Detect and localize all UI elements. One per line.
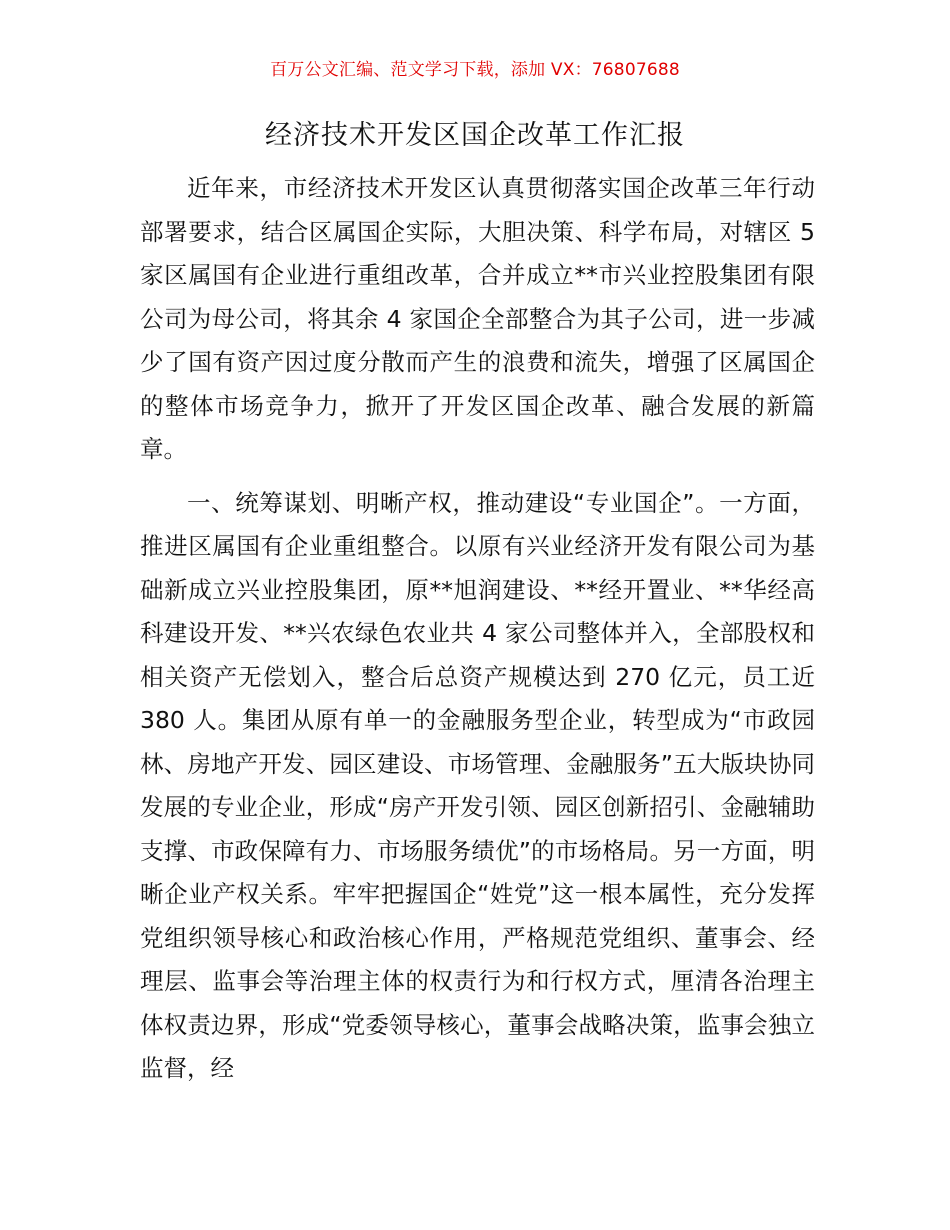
document-body — [140, 167, 815, 1091]
promo-banner: 百万公文汇编、范文学习下载，添加 VX：76807688 — [270, 60, 680, 80]
paragraph-section-one: 一、统筹谋划、明晰产权，推动建设“专业国企”。一方面，推进区属国有企业重组整合。以原有兴业经济开发有限公司为基础新成立兴业控股集团，原**旭润建设、**经开置业、**华经高科建设开发、**兴农绿色农业共 4 家公司整体并入，全部股权和相关资产无偿划入，整合后总资产规模达到 270 亿元，员工近 380 人。集团从原有单一的金融服务型企业，转型成为“市政园林、房地产开发、园区建设、市场管理、金融服务”五大版块协同发展的专业企业，形成“房产开发引领、园区创新招引、金融辅助支撑、市政保障有力、市场服务绩优”的市场格局。另一方面，明晰企业产权关系。牢牢把握国企“姓党”这一根本属性，充分发挥党组织领导核心和政治核心作用，严格规范党组织、董事会、经理层、监事会等治理主体的权责行为和行权方式，厘清各治理主体权责边界，形成“党委领导核心，董事会战略决策，监事会独立监督，经 — [140, 488, 815, 1082]
document-title: 经济技术开发区国企改革工作汇报 — [265, 120, 685, 151]
paragraph-intro: 近年来，市经济技术开发区认真贯彻落实国企改革三年行动部署要求，结合区属国企实际，大胆决策、科学布局，对辖区 5 家区属国有企业进行重组改革，合并成立**市兴业控股集团有限公司为母公司，将其余 4 家国企全部整合为其子公司，进一步减少了国有资产因过度分散而产生的浪费和流失，增强了区属国企的整体市场竞争力，掀开了开发区国企改革、融合发展的新篇章。 — [140, 174, 815, 463]
